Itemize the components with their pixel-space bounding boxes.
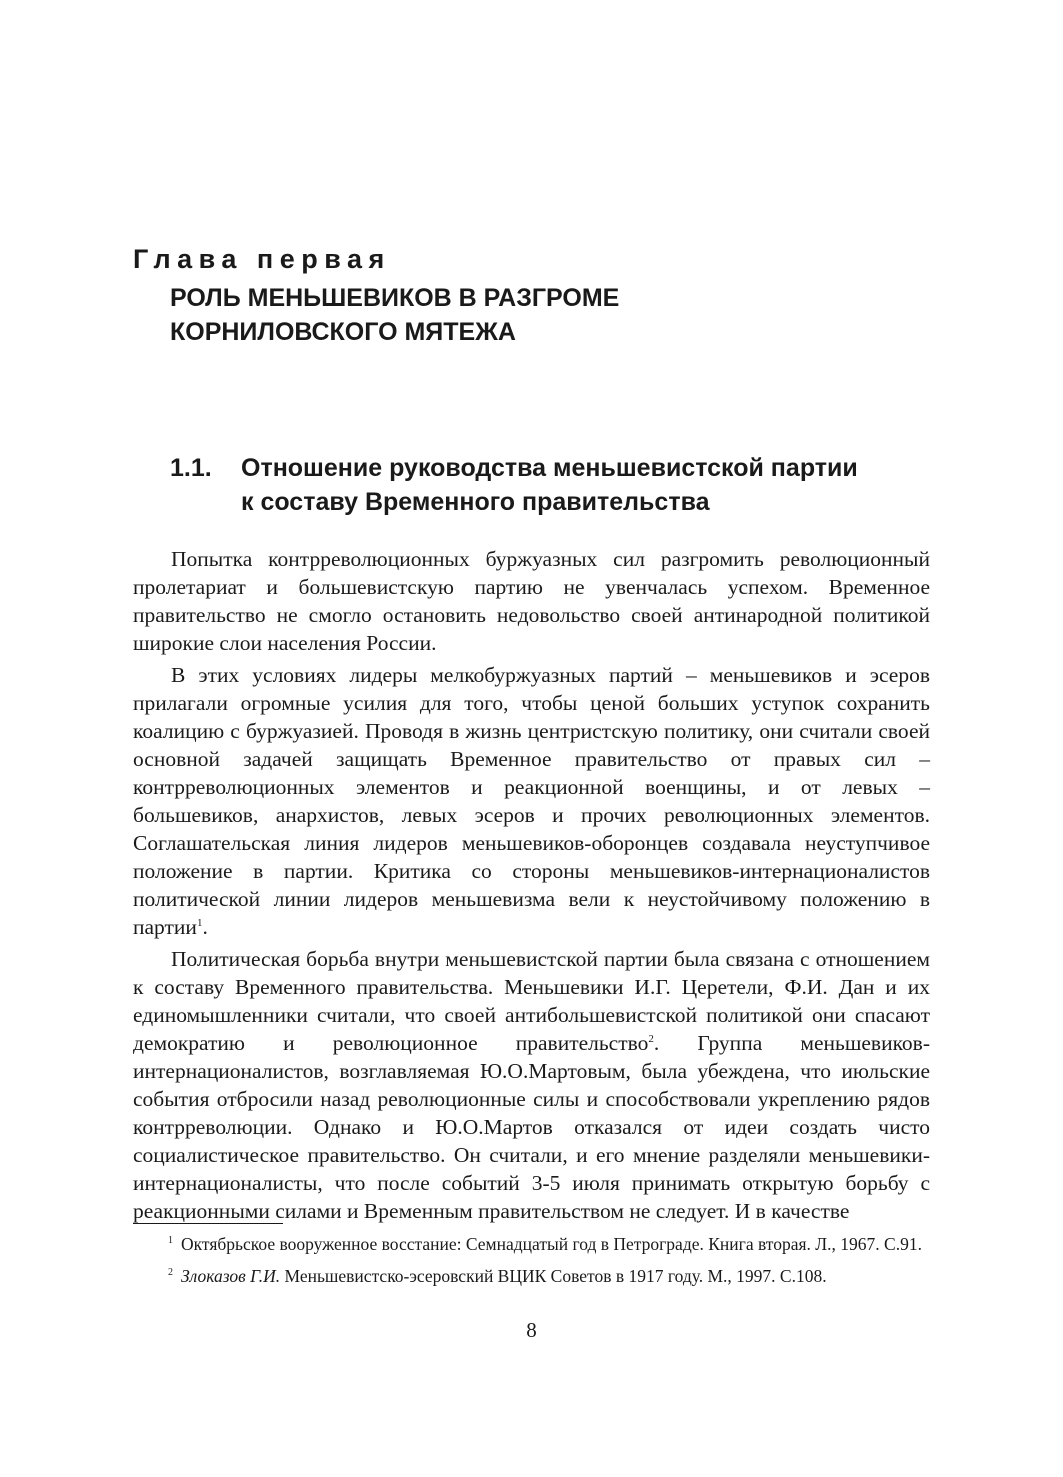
footnote-mark: 1: [168, 1235, 173, 1246]
footnote-mark: 2: [168, 1267, 173, 1278]
footnote-ref[interactable]: 1: [196, 917, 203, 929]
body-text: [133, 545, 930, 1229]
paragraph-text: В этих условиях лидеры мелкобуржуазных партий – меньшевиков и эсеров прилагали огромные усилия для того, чтобы ценой больших уступок сохранить коалицию с буржуазией. Проводя в жизнь центристскую политику, они считали своей основной задачей защищать Временное правительство от правых сил – контрреволюционных элементов и реакционной военщины, и от левых – большевиков, анархистов, левых эсеров и прочих революционных элементов. Соглашательская линия лидеров меньшевиков-оборонцев создавала неуступчивое положение в партии. Критика со стороны меньшевиков-интернационалистов политической линии лидеров меньшевизма вели к неустойчивому положению в партии: [133, 663, 930, 939]
paragraph-text-tail: . Группа меньшевиков-интернационалистов, возглавляемая Ю.О.Мартовым, была убеждена, что июльские события отбросили назад революционные силы и способствовали укреплению рядов контрреволюции. Однако и Ю.О.Мартов отказался от идеи создать чисто социалистическое правительство. Он считали, и его мнение разделяли меньшевики-интернационалисты, что после событий 3-5 июля принимать открытую борьбу с реакционными силами и Временным правительством не следует. И в качестве: [133, 1031, 930, 1223]
footnote-text: Октябрьское вооруженное восстание: Семнадцатый год в Петрограде. Книга вторая. Л., 1967. С.91.: [181, 1234, 922, 1254]
footnote: [133, 1265, 930, 1287]
section-title-line: Отношение руководства меньшевистской партии: [241, 454, 858, 482]
section-number: 1.1.: [170, 454, 212, 482]
paragraph: [133, 545, 930, 657]
section-title: [241, 451, 858, 519]
page-number: 8: [526, 1318, 537, 1342]
chapter-label: Глава первая: [133, 244, 391, 274]
footnote-ref[interactable]: 2: [648, 1033, 654, 1045]
paragraph: [133, 945, 930, 1225]
footnote-author: Злоказов Г.И.: [181, 1266, 281, 1286]
footnotes: [133, 1233, 930, 1297]
chapter-title-line: КОРНИЛОВСКОГО МЯТЕЖА: [170, 318, 516, 346]
paragraph-text-tail: .: [202, 915, 208, 939]
footnote-divider: [133, 1223, 283, 1224]
chapter-title: [170, 281, 619, 349]
paragraph-text: Попытка контрреволюционных буржуазных сил разгромить революционный пролетариат и большевистскую партию не увенчалась успехом. Временное правительство не смогло остановить недовольство своей антинародной политикой широкие слои населения России.: [133, 547, 930, 655]
section-title-line: к составу Временного правительства: [241, 488, 710, 516]
paragraph-text: Политическая борьба внутри меньшевистской партии была связана с отношением к составу Временного правительства. Меньшевики И.Г. Церетели, Ф.И. Дан и их единомышленники считали, что своей антибольшевистской политикой они спасают демократию и революционное правительство: [133, 947, 930, 1055]
chapter-title-line: РОЛЬ МЕНЬШЕВИКОВ В РАЗГРОМЕ: [170, 284, 620, 312]
paragraph: [133, 661, 930, 941]
footnote-text: Меньшевистско-эсеровский ВЦИК Советов в 1917 году. М., 1997. С.108.: [280, 1266, 827, 1286]
footnote: [133, 1233, 930, 1255]
